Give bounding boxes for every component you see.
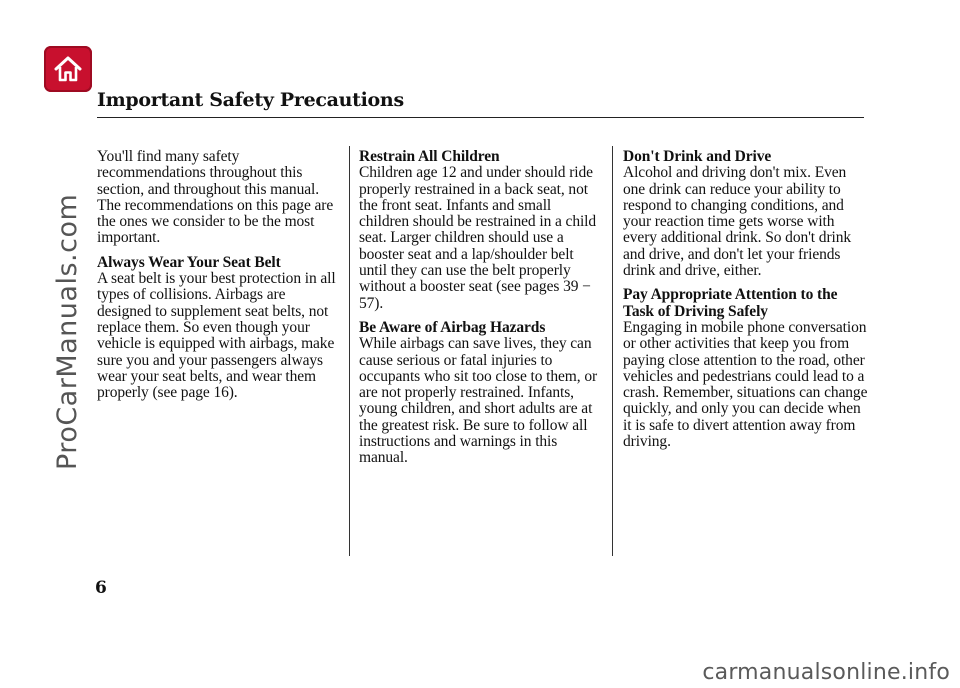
intro-paragraph: You'll find many safety recommendations throughout this section, and throughout this manual. The recommendations on this page are the ones we consider to be the most important. — [97, 148, 334, 247]
intro-section — [97, 149, 337, 247]
column-2 — [359, 149, 599, 475]
section-body: Engaging in mobile phone conversation or other activities that keep you from paying close attention to the road, other vehicles and pedestrians could lead to a crash. Remember, situations can change quickly, and only you can decide when it is safe to divert attention away from driving. — [623, 318, 868, 451]
dont-drink-section — [623, 149, 869, 279]
section-heading: Be Aware of Airbag Hazards — [359, 318, 546, 336]
column-divider — [349, 146, 350, 556]
watermark-left: ProCarManuals.com — [52, 193, 83, 470]
section-body: Alcohol and driving don't mix. Even one drink can reduce your ability to respond to changing conditions, and your reaction time gets worse with every additional drink. So don't drink and drive, and don't let your friends drink and drive, either. — [623, 164, 852, 280]
section-heading: Pay Appropriate Attention to the Task of Driving Safely — [623, 286, 838, 320]
attention-section — [623, 287, 869, 450]
watermark-bottom: carmanualsonline.info — [702, 660, 950, 685]
home-button[interactable] — [44, 46, 92, 92]
airbag-hazards-section — [359, 320, 599, 467]
section-heading: Don't Drink and Drive — [623, 148, 772, 165]
section-heading: Always Wear Your Seat Belt — [97, 253, 281, 271]
column-1 — [97, 149, 337, 409]
restrain-children-section — [359, 149, 599, 312]
section-heading: Restrain All Children — [359, 148, 500, 165]
home-icon — [52, 53, 84, 85]
section-body: A seat belt is your best protection in all types of collisions. Airbags are designed to supplement seat belts, not replace them. So even though your vehicle is equipped with airbags, make sure you and your passengers always wear your seat belts, and wear them properly (see page 16). — [97, 270, 336, 402]
seat-belt-section — [97, 255, 337, 402]
column-divider — [612, 146, 613, 556]
title-divider — [97, 117, 864, 118]
page-title: Important Safety Precautions — [97, 89, 404, 111]
column-3 — [623, 149, 869, 458]
section-body: Children age 12 and under should ride properly restrained in a back seat, not the front seat. Infants and small children should be restrained in a child seat. Larger children should use a booster seat and a lap/shoulder belt until they can use the belt properly without a booster seat (see pages 39 − 57). — [359, 164, 597, 312]
section-body: While airbags can save lives, they can cause serious or fatal injuries to occupants who sit too close to them, or are not properly restrained. Infants, young children, and short adults are at the greatest risk. Be sure to follow all instructions and warnings in this manual. — [359, 335, 598, 467]
page-number: 6 — [95, 578, 107, 598]
